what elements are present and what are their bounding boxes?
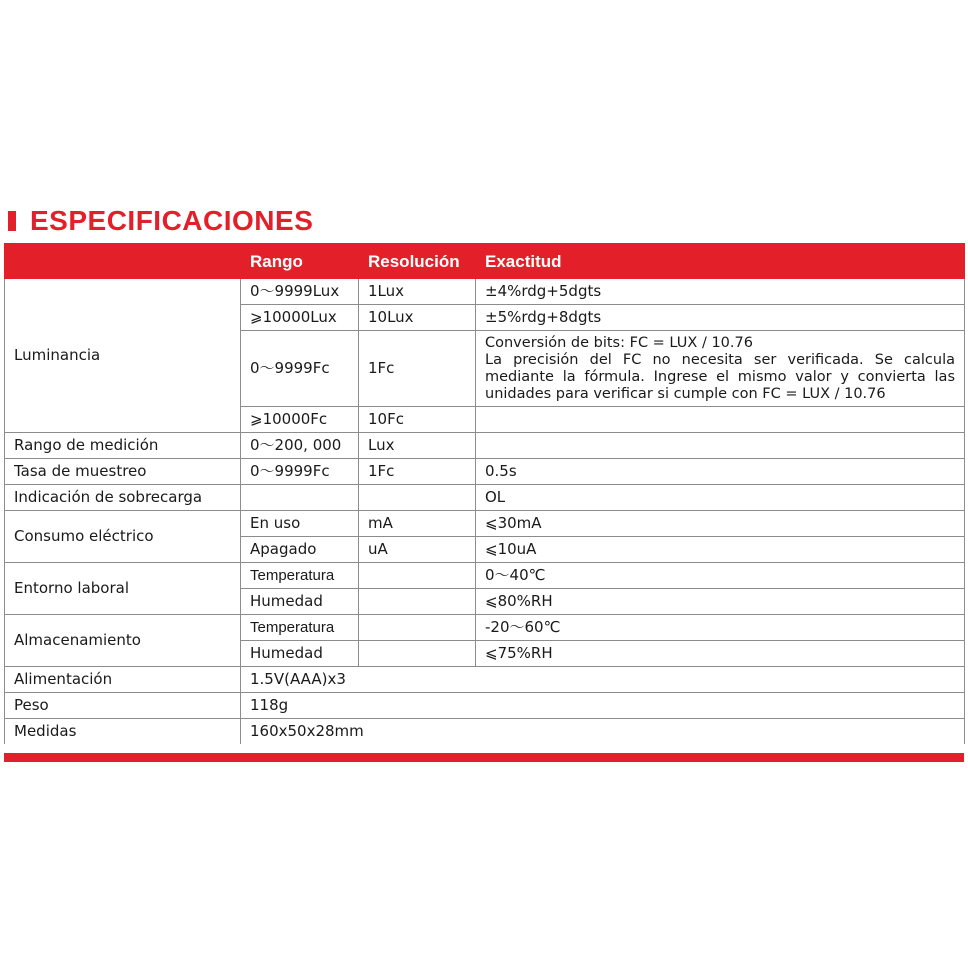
cell-resolucion: Lux xyxy=(359,433,476,459)
heading-marker xyxy=(8,211,16,231)
cell-resolucion: 10Lux xyxy=(359,305,476,331)
cell-value: 1.5V(AAA)x3 xyxy=(241,667,965,693)
cell-exactitud: ±5%rdg+8dgts xyxy=(476,305,965,331)
cell-rango: Humedad xyxy=(241,641,359,667)
cell-exactitud xyxy=(476,407,965,433)
table-row xyxy=(5,279,965,305)
cell-resolucion: 1Lux xyxy=(359,279,476,305)
table-row xyxy=(5,615,965,641)
cell-rango xyxy=(241,485,359,511)
cell-resolucion xyxy=(359,563,476,589)
cell-rango: 0～200, 000 xyxy=(241,433,359,459)
row-label-peso: Peso xyxy=(5,693,241,719)
row-label-medidas: Medidas xyxy=(5,719,241,745)
cell-resolucion: 1Fc xyxy=(359,459,476,485)
section-heading xyxy=(8,203,313,239)
cell-rango: Temperatura xyxy=(241,615,359,641)
note-line-4: unidades para verificar si cumple con FC = LUX / 10.76 xyxy=(485,385,886,402)
table-row xyxy=(5,563,965,589)
table-row xyxy=(5,693,965,719)
header-rango: Rango xyxy=(241,244,359,279)
cell-rango: 0～9999Fc xyxy=(241,459,359,485)
specifications-table xyxy=(4,243,965,744)
note-line-3: mediante la fórmula. Ingrese el mismo valor y convierta las xyxy=(485,368,955,385)
header-resolucion: Resolución xyxy=(359,244,476,279)
row-label-entorno: Entorno laboral xyxy=(5,563,241,615)
cell-exactitud: 0.5s xyxy=(476,459,965,485)
cell-exactitud: ⩽30mA xyxy=(476,511,965,537)
cell-resolucion: mA xyxy=(359,511,476,537)
table-row xyxy=(5,667,965,693)
note-line-2: La precisión del FC no necesita ser verificada. Se calcula xyxy=(485,351,955,368)
row-label-sobrecarga: Indicación de sobrecarga xyxy=(5,485,241,511)
cell-resolucion: 10Fc xyxy=(359,407,476,433)
cell-exactitud: OL xyxy=(476,485,965,511)
table-row xyxy=(5,511,965,537)
cell-resolucion: 1Fc xyxy=(359,331,476,407)
cell-value: 160x50x28mm xyxy=(241,719,965,745)
cell-exactitud: ⩽10uA xyxy=(476,537,965,563)
cell-value: 118g xyxy=(241,693,965,719)
cell-rango: ⩾10000Lux xyxy=(241,305,359,331)
cell-resolucion xyxy=(359,589,476,615)
page-title: ESPECIFICACIONES xyxy=(30,205,314,236)
cell-rango: En uso xyxy=(241,511,359,537)
cell-exactitud: 0～40℃ xyxy=(476,563,965,589)
cell-exactitud: ⩽75%RH xyxy=(476,641,965,667)
cell-resolucion xyxy=(359,615,476,641)
note-line-1: Conversión de bits: FC = LUX / 10.76 xyxy=(485,334,753,351)
cell-rango: Apagado xyxy=(241,537,359,563)
cell-exactitud: ±4%rdg+5dgts xyxy=(476,279,965,305)
table-bottom-bar xyxy=(4,753,964,762)
cell-resolucion xyxy=(359,641,476,667)
cell-resolucion xyxy=(359,485,476,511)
row-label-tasa-muestreo: Tasa de muestreo xyxy=(5,459,241,485)
table-row xyxy=(5,719,965,745)
table-row xyxy=(5,433,965,459)
table-row xyxy=(5,485,965,511)
row-label-rango-medicion: Rango de medición xyxy=(5,433,241,459)
cell-exactitud: -20～60℃ xyxy=(476,615,965,641)
cell-rango: ⩾10000Fc xyxy=(241,407,359,433)
cell-resolucion: uA xyxy=(359,537,476,563)
cell-rango: 0～9999Lux xyxy=(241,279,359,305)
table-row xyxy=(5,459,965,485)
table-header-row xyxy=(5,244,965,279)
cell-rango: 0～9999Fc xyxy=(241,331,359,407)
cell-rango: Temperatura xyxy=(241,563,359,589)
row-label-alimentacion: Alimentación xyxy=(5,667,241,693)
header-blank xyxy=(5,244,241,279)
row-label-luminancia: Luminancia xyxy=(5,279,241,433)
cell-exactitud xyxy=(476,433,965,459)
cell-exactitud-note xyxy=(476,331,965,407)
cell-exactitud: ⩽80%RH xyxy=(476,589,965,615)
row-label-almacenamiento: Almacenamiento xyxy=(5,615,241,667)
header-exactitud: Exactitud xyxy=(476,244,965,279)
row-label-consumo: Consumo eléctrico xyxy=(5,511,241,563)
cell-rango: Humedad xyxy=(241,589,359,615)
